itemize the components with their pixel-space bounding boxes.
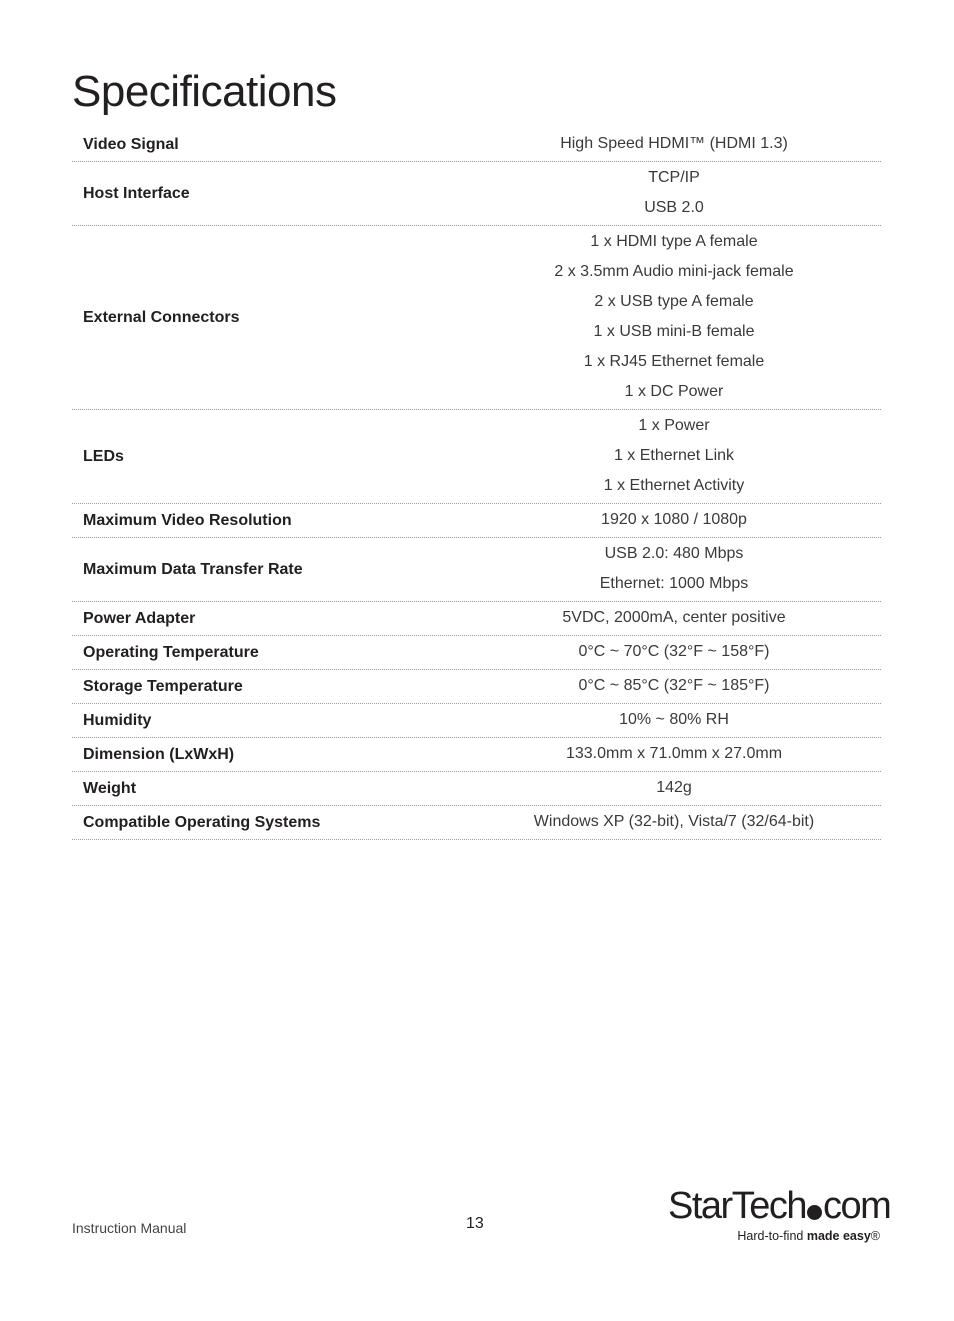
spec-values: [467, 504, 881, 537]
spec-values: [467, 162, 881, 225]
spec-value: 1 x Power: [638, 417, 710, 434]
spec-label: Video Signal: [83, 135, 179, 153]
spec-values: [467, 670, 881, 703]
spec-value: 5VDC, 2000mA, center positive: [562, 609, 786, 626]
spec-value: 2 x 3.5mm Audio mini-jack female: [554, 263, 794, 280]
spec-value: 1 x HDMI type A female: [590, 233, 758, 250]
logo-tld: com: [822, 1185, 891, 1227]
spec-value: 1 x USB mini-B female: [593, 323, 755, 340]
spec-label: LEDs: [83, 447, 124, 465]
spec-value: 1 x DC Power: [624, 383, 724, 400]
spec-value: 10% ~ 80% RH: [619, 711, 729, 728]
logo-tagline: [737, 1229, 880, 1243]
spec-row: [72, 636, 881, 670]
logo-tagline-bold: made easy: [806, 1229, 871, 1243]
spec-value: 2 x USB type A female: [594, 293, 754, 310]
spec-value: 0°C ~ 70°C (32°F ~ 158°F): [578, 643, 770, 660]
spec-value: 0°C ~ 85°C (32°F ~ 185°F): [578, 677, 770, 694]
page-title: Specifications: [72, 67, 337, 116]
spec-label: Host Interface: [83, 184, 190, 202]
spec-row: [72, 806, 881, 840]
page-number: 13: [466, 1215, 484, 1232]
spec-row: [72, 738, 881, 772]
spec-label: Storage Temperature: [83, 677, 243, 695]
spec-label: Compatible Operating Systems: [83, 813, 321, 831]
spec-values: [467, 738, 881, 771]
spec-row: [72, 704, 881, 738]
spec-values: [467, 806, 881, 839]
logo-brand: StarTech: [668, 1185, 806, 1227]
spec-value: 142g: [656, 779, 692, 796]
spec-row: [72, 128, 881, 162]
spec-value: 1 x RJ45 Ethernet female: [583, 353, 765, 370]
spec-value: USB 2.0: 480 Mbps: [604, 545, 744, 562]
spec-label: Operating Temperature: [83, 643, 259, 661]
spec-value: TCP/IP: [648, 169, 700, 186]
logo-wordmark: [668, 1184, 890, 1228]
spec-values: [467, 636, 881, 669]
spec-values: [467, 602, 881, 635]
logo-tagline-regular: Hard-to-find: [737, 1229, 807, 1243]
logo-dot-icon: [807, 1205, 822, 1220]
spec-row: [72, 504, 881, 538]
spec-label: Maximum Data Transfer Rate: [83, 560, 303, 578]
spec-row: [72, 226, 881, 410]
spec-label: Power Adapter: [83, 609, 196, 627]
spec-value: USB 2.0: [644, 199, 704, 216]
footer-manual-label: Instruction Manual: [72, 1220, 187, 1236]
spec-label: Dimension (LxWxH): [83, 745, 235, 763]
spec-label: Weight: [83, 779, 137, 797]
spec-row: [72, 410, 881, 504]
spec-label: External Connectors: [83, 308, 240, 326]
spec-value: 1 x Ethernet Link: [613, 447, 735, 464]
spec-values: [467, 410, 881, 503]
spec-label: Maximum Video Resolution: [83, 511, 292, 529]
spec-value: 1 x Ethernet Activity: [603, 477, 745, 494]
spec-row: [72, 772, 881, 806]
spec-value: Ethernet: 1000 Mbps: [599, 575, 749, 592]
logo-tagline-mark: ®: [870, 1229, 880, 1243]
spec-row: [72, 670, 881, 704]
spec-row: [72, 162, 881, 226]
spec-values: [467, 226, 881, 409]
specifications-table: [72, 128, 881, 840]
spec-label: Humidity: [83, 711, 152, 729]
spec-row: [72, 602, 881, 636]
spec-values: [467, 704, 881, 737]
spec-values: [467, 128, 881, 161]
spec-values: [467, 538, 881, 601]
spec-row: [72, 538, 881, 602]
spec-value: 133.0mm x 71.0mm x 27.0mm: [565, 745, 783, 762]
spec-value: High Speed HDMI™ (HDMI 1.3): [560, 135, 788, 152]
spec-values: [467, 772, 881, 805]
startech-logo: [668, 1184, 891, 1248]
spec-value: 1920 x 1080 / 1080p: [601, 511, 747, 528]
spec-value: Windows XP (32-bit), Vista/7 (32/64-bit): [533, 813, 815, 830]
